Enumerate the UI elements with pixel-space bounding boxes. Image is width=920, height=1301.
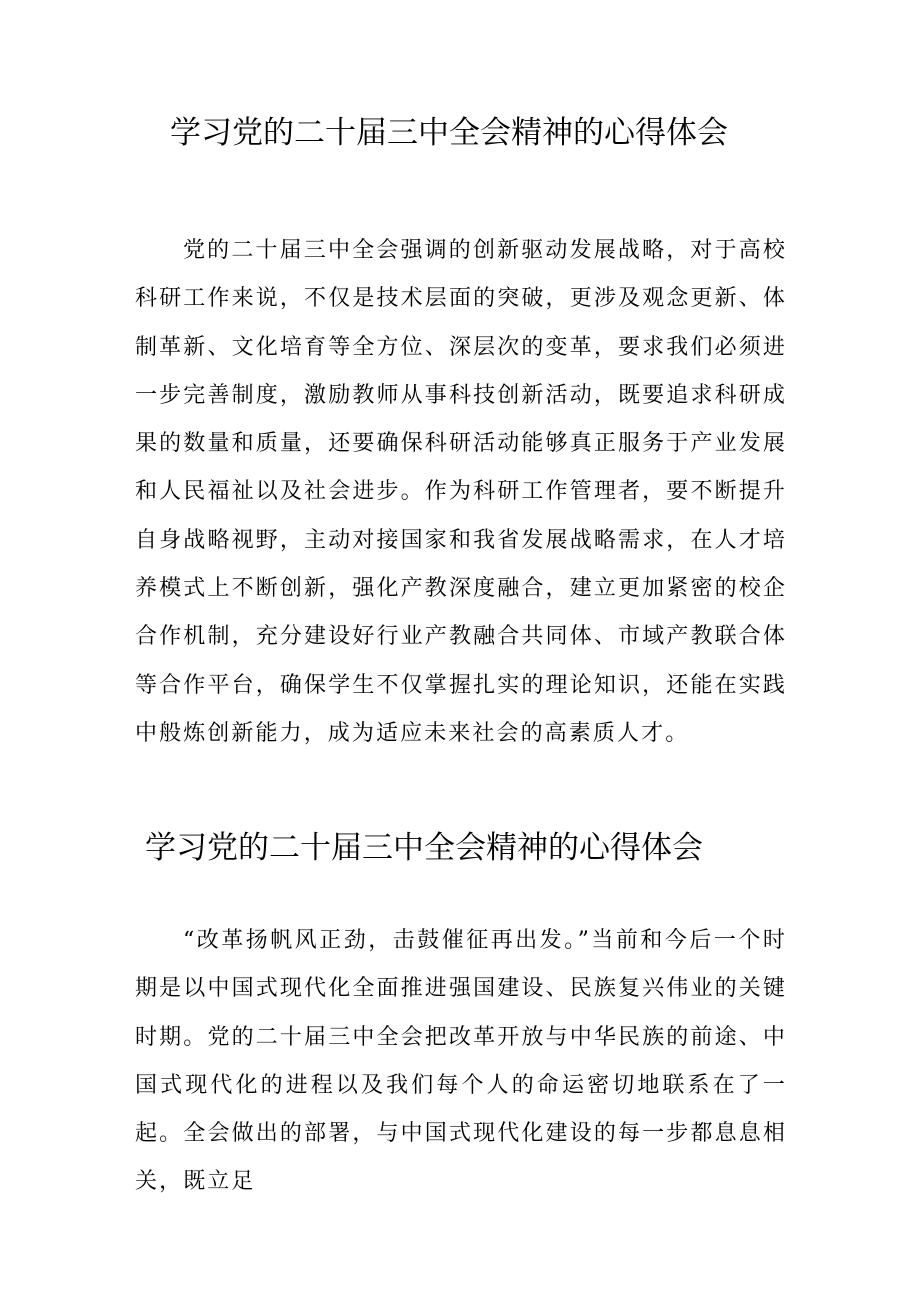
section-2-title: 学习党的二十届三中全会精神的心得体会 (145, 830, 703, 866)
section-2-body: “改革扬帆风正劲，击鼓催征再出发。”当前和今后一个时期是以中国式现代化全面推进强国建设、民族复兴伟业的关键时期。党的二十届三中全会把改革开放与中华民族的前途、中国式现代化的进程以及我们每个人的命运密切地联系在了一起。全会做出的部署，与中国式现代化建设的每一步都息息相关，既立足 (135, 928, 787, 1195)
section-1-body: 党的二十届三中全会强调的创新驱动发展战略，对于高校科研工作来说，不仅是技术层面的突破，更涉及观念更新、体制革新、文化培育等全方位、深层次的变革，要求我们必须进一步完善制度，激励教师从事科技创新活动，既要追求科研成果的数量和质量，还要确保科研活动能够真正服务于产业发展和人民福祉以及社会进步。作为科研工作管理者，要不断提升自身战略视野，主动对接国家和我省发展战略需求，在人才培养模式上不断创新，强化产教深度融合，建立更加紧密的校企合作机制，充分建设好行业产教融合共同体、市域产教联合体等合作平台，确保学生不仅掌握扎实的理论知识，还能在实践中般炼创新能力，成为适应未来社会的高素质人才。 (135, 238, 787, 746)
section-1-title: 学习党的二十届三中全会精神的心得体会 (170, 115, 728, 151)
